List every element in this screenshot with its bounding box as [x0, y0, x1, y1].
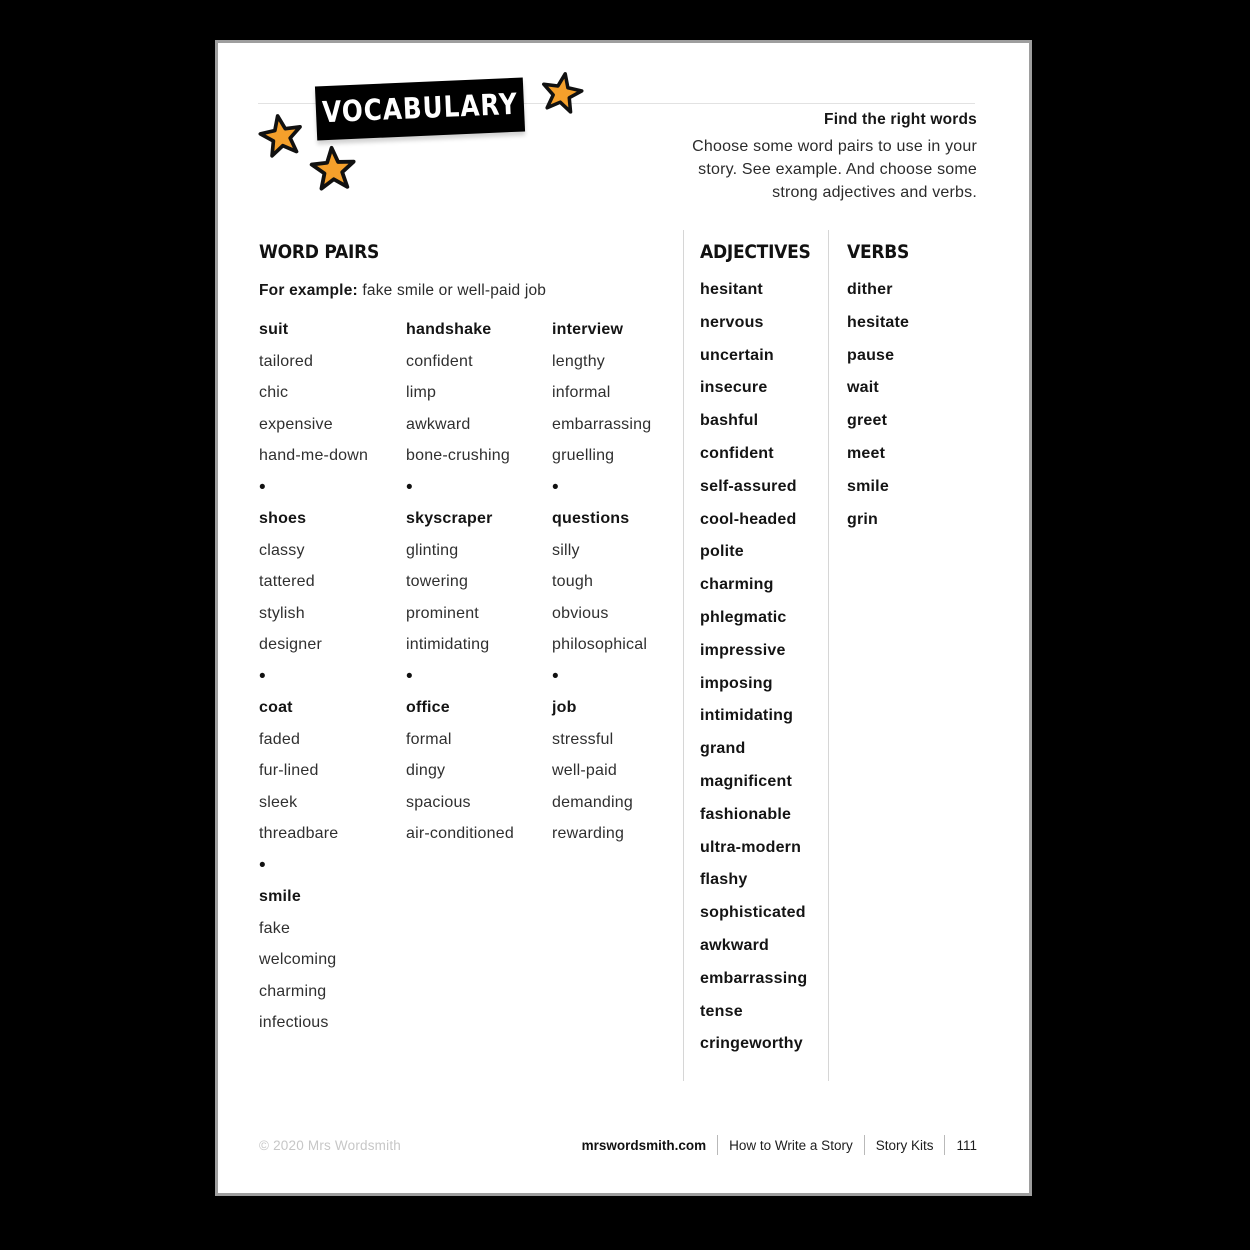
adjective-item: phlegmatic [700, 608, 787, 626]
footer-website: mrswordsmith.com [581, 1137, 707, 1153]
verb-item: greet [847, 412, 888, 430]
verbs-divider [828, 230, 829, 1081]
verbs-header-wrap [847, 241, 916, 263]
word-pair-word: intimidating [406, 636, 490, 653]
word-pair-word: formal [406, 730, 452, 748]
vocabulary-banner [315, 77, 525, 140]
word-pairs-column [259, 314, 406, 1039]
adjective-item: impressive [700, 641, 786, 659]
adjective-item: hesitant [700, 281, 763, 298]
adjective-item: imposing [700, 674, 773, 692]
word-pair-word: sleek [259, 793, 298, 811]
word-pair-heading: questions [552, 510, 630, 527]
word-pair-word: tough [552, 573, 594, 590]
word-pair-word: spacious [406, 793, 471, 811]
intro-line: Choose some word pairs to use in your [692, 138, 977, 155]
word-pair-word: limp [406, 384, 437, 401]
word-pair-word: stylish [259, 604, 305, 622]
word-pair-heading: job [552, 699, 577, 716]
word-pairs-header-wrap [259, 241, 392, 263]
word-pair-word: hand-me-down [259, 447, 369, 464]
word-pair-word: air-conditioned [406, 825, 514, 842]
adjective-item: charming [700, 576, 774, 594]
adjective-item: ultra-modern [700, 838, 802, 856]
vocabulary-banner-label: VOCABULARY [321, 87, 519, 131]
word-pair-word: chic [259, 384, 289, 401]
verb-item: grin [847, 510, 879, 528]
word-pairs-header: WORD PAIRS [259, 241, 380, 263]
verbs-list [847, 274, 977, 536]
word-pair-word: tailored [259, 352, 314, 370]
word-pair-word: designer [259, 636, 322, 653]
word-pair-heading: office [406, 699, 450, 716]
adjective-item: embarrassing [700, 969, 808, 987]
example-line [259, 282, 546, 300]
word-pair-heading: coat [259, 699, 293, 716]
bullet-marker: • [259, 854, 266, 876]
verb-item: meet [847, 444, 886, 462]
word-pair-heading: skyscraper [406, 510, 493, 527]
footer-page-number: 111 [956, 1137, 977, 1153]
adjectives-list [700, 274, 826, 1061]
footer-separator [864, 1135, 865, 1155]
footer-book-title: How to Write a Story [729, 1137, 853, 1153]
word-pair-word: silly [552, 541, 580, 559]
word-pair-word: gruelling [552, 447, 615, 464]
page-footer [259, 1133, 977, 1157]
word-pair-word: dingy [406, 762, 446, 779]
footer-separator [717, 1135, 718, 1155]
adjective-item: polite [700, 543, 744, 561]
word-pair-word: classy [259, 541, 305, 559]
bullet-marker: • [406, 665, 413, 687]
worksheet-page [215, 40, 1032, 1196]
word-pair-word: demanding [552, 793, 633, 811]
adjective-item: magnificent [700, 772, 792, 790]
bullet-marker: • [406, 476, 413, 498]
bullet-marker: • [552, 665, 559, 687]
footer-series: Story Kits [875, 1137, 934, 1153]
adjective-item: bashful [700, 412, 759, 430]
adjective-item: nervous [700, 313, 764, 331]
word-pair-word: infectious [259, 1014, 329, 1031]
word-pair-word: towering [406, 573, 469, 590]
verb-item: hesitate [847, 313, 910, 331]
adjective-item: flashy [700, 871, 748, 889]
adjective-item: sophisticated [700, 904, 806, 922]
word-pairs-grid [259, 314, 722, 1039]
adjective-item: cool-headed [700, 510, 797, 528]
adjectives-header: ADJECTIVES [700, 241, 811, 263]
word-pair-word: awkward [406, 415, 471, 433]
word-pair-word: confident [406, 352, 473, 370]
word-pair-word: philosophical [552, 636, 648, 653]
adjective-item: confident [700, 444, 774, 462]
adjective-item: intimidating [700, 707, 794, 725]
intro-line: story. See example. And choose some [698, 161, 977, 178]
bullet-marker: • [552, 476, 559, 498]
word-pair-word: informal [552, 384, 611, 401]
word-pair-heading: interview [552, 321, 624, 338]
star-icon [537, 67, 588, 118]
word-pair-word: fake [259, 919, 291, 937]
word-pair-heading: smile [259, 888, 301, 905]
word-pair-word: threadbare [259, 825, 339, 842]
star-icon [307, 142, 358, 193]
word-pair-word: bone-crushing [406, 447, 510, 464]
example-label: For example: [259, 282, 358, 299]
word-pair-word: stressful [552, 730, 614, 748]
intro-block [692, 111, 977, 204]
intro-line: strong adjectives and verbs. [772, 184, 977, 201]
word-pair-heading: suit [259, 321, 289, 338]
bullet-marker: • [259, 665, 266, 687]
word-pair-word: faded [259, 730, 301, 748]
verb-item: wait [847, 379, 879, 397]
adjective-item: insecure [700, 379, 768, 397]
word-pair-word: rewarding [552, 825, 625, 842]
adjective-item: self-assured [700, 477, 797, 495]
word-pair-heading: shoes [259, 510, 307, 527]
word-pair-word: expensive [259, 415, 333, 433]
intro-title: Find the right words [824, 111, 977, 128]
footer-meta [582, 1135, 977, 1155]
word-pairs-column [406, 314, 552, 1039]
adjective-item: cringeworthy [700, 1035, 803, 1053]
verbs-header: VERBS [847, 241, 910, 263]
word-pair-word: welcoming [259, 951, 337, 968]
word-pair-word: charming [259, 982, 327, 1000]
word-pair-word: glinting [406, 541, 459, 559]
word-pair-word: tattered [259, 573, 315, 590]
adjective-item: fashionable [700, 805, 792, 823]
verb-item: smile [847, 477, 889, 495]
copyright-text: © 2020 Mrs Wordsmith [259, 1137, 401, 1153]
example-text: fake smile or well-paid job [357, 282, 547, 299]
adjectives-header-wrap [700, 241, 823, 263]
verb-item: dither [847, 281, 893, 298]
word-pair-word: well-paid [552, 762, 617, 779]
word-pair-word: fur-lined [259, 762, 319, 779]
word-pair-heading: handshake [406, 321, 492, 338]
adjective-item: awkward [700, 936, 769, 954]
word-pairs-column [552, 314, 722, 1039]
star-icon [254, 108, 307, 161]
bullet-marker: • [259, 476, 266, 498]
adjectives-divider [683, 230, 684, 1081]
verb-item: pause [847, 346, 895, 364]
word-pair-word: prominent [406, 604, 479, 622]
word-pair-word: lengthy [552, 352, 605, 370]
word-pair-word: obvious [552, 604, 609, 622]
adjective-item: grand [700, 740, 746, 758]
adjective-item: tense [700, 1002, 743, 1020]
footer-separator [944, 1135, 945, 1155]
adjective-item: uncertain [700, 346, 774, 364]
word-pair-word: embarrassing [552, 415, 652, 433]
